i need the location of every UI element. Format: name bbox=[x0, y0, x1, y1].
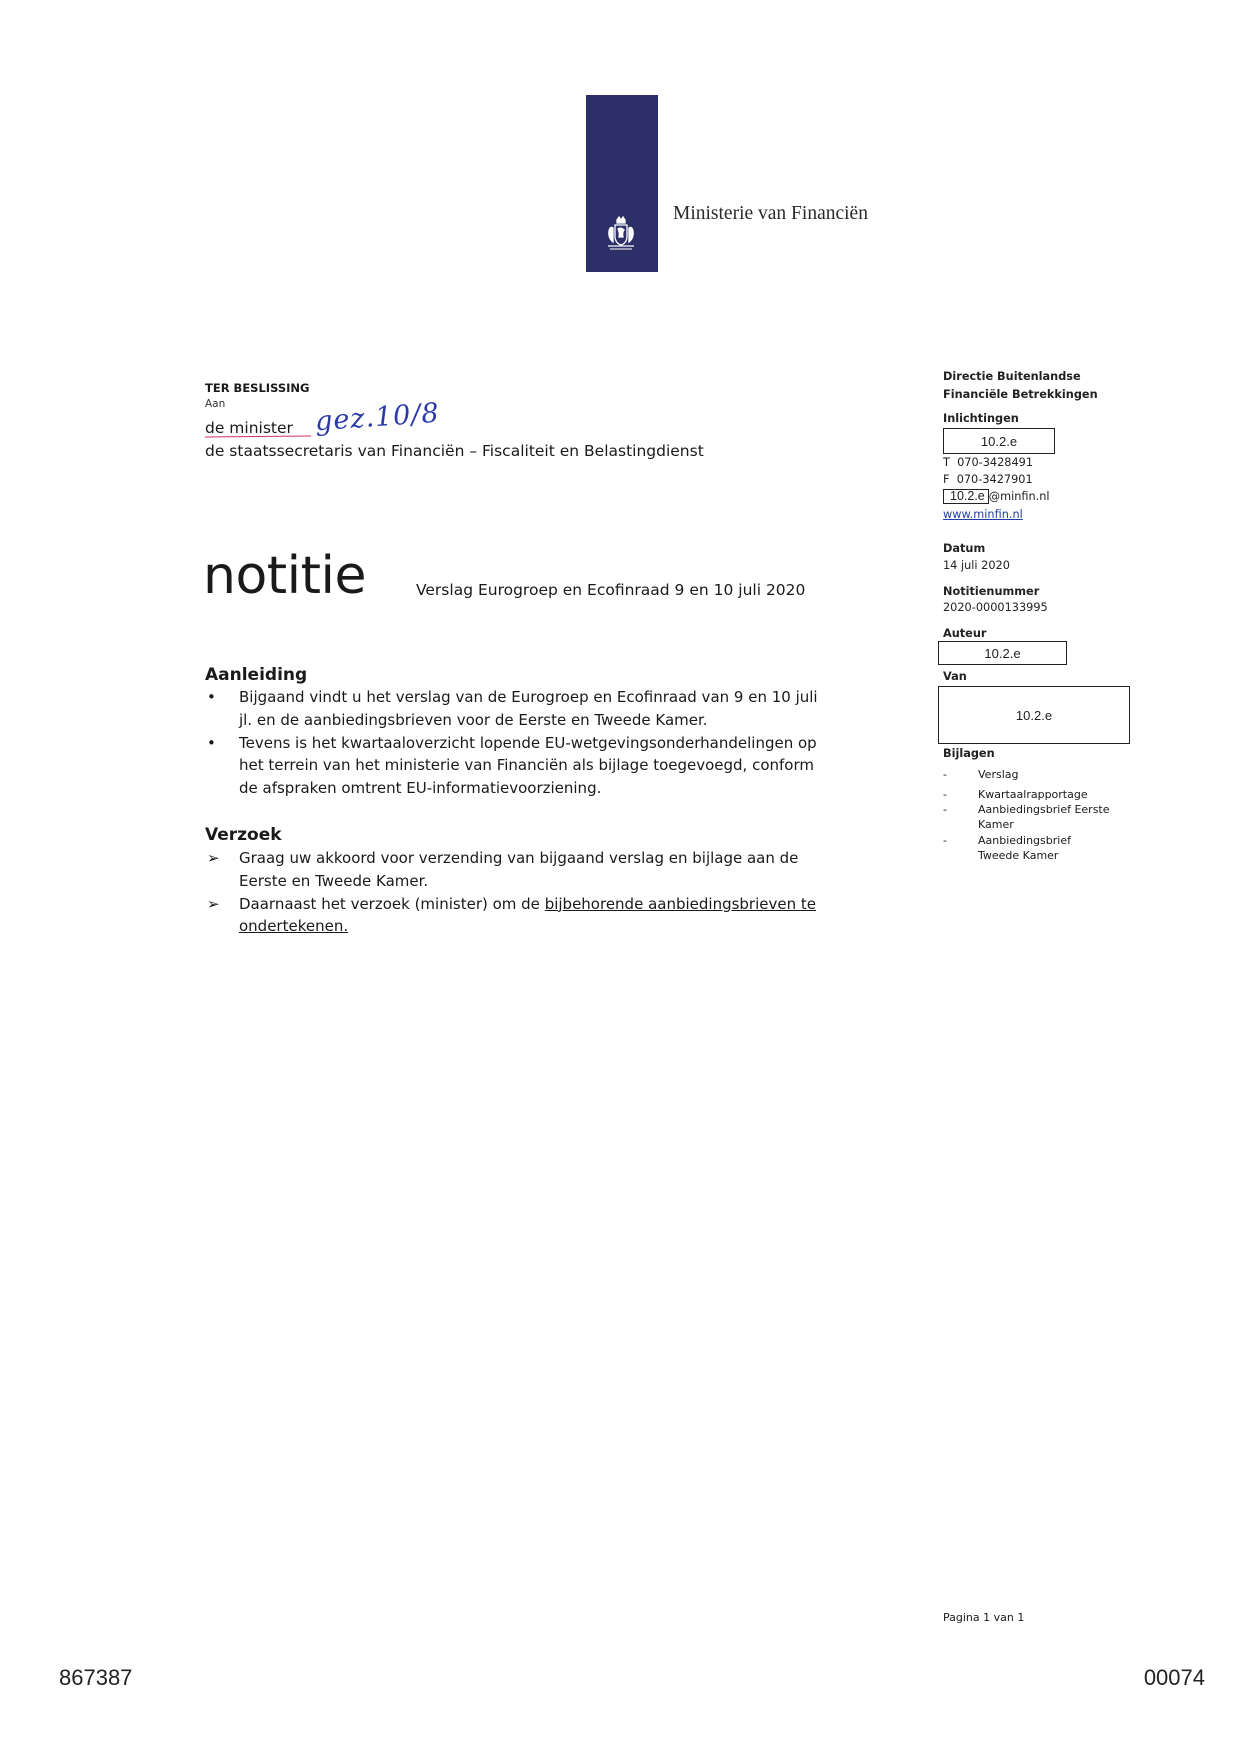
request-text: Daarnaast het verzoek (minister) om de bbox=[239, 894, 545, 913]
van-label: Van bbox=[943, 670, 967, 683]
document-number-right: 00074 bbox=[1143, 1665, 1205, 1690]
list-item-line bbox=[239, 915, 816, 938]
redacted-contact: 10.2.e bbox=[943, 428, 1055, 454]
auteur-label: Auteur bbox=[943, 627, 987, 640]
list-item-line: Graag uw akkoord voor verzending van bijgaand verslag en bijlage aan de bbox=[239, 849, 799, 867]
dash-icon: - bbox=[943, 768, 947, 781]
list-item-line: jl. en de aanbiedingsbrieven voor de Eerste en Tweede Kamer. bbox=[239, 710, 708, 729]
arrow-bullet-icon: ➢ bbox=[207, 894, 220, 913]
list-item bbox=[205, 893, 816, 939]
website-link[interactable]: www.minfin.nl bbox=[943, 508, 1023, 521]
recipient-minister: de minister bbox=[205, 419, 293, 437]
list-item-line: de afspraken omtrent EU-informatievoorziening. bbox=[239, 779, 602, 798]
dash-icon: - bbox=[943, 803, 947, 816]
decision-status: TER BESLISSING bbox=[205, 381, 310, 395]
list-item-line: het terrein van het ministerie van Financiën als bijlage toegevoegd, conform bbox=[239, 756, 814, 775]
list-item bbox=[205, 847, 816, 893]
fax-prefix: F bbox=[943, 473, 950, 486]
bijlagen-label: Bijlagen bbox=[943, 747, 995, 760]
coat-of-arms-icon bbox=[600, 212, 642, 254]
dash-icon: - bbox=[943, 834, 947, 847]
redacted-sender: 10.2.e bbox=[938, 686, 1130, 744]
email-line bbox=[943, 488, 1050, 505]
bullet-icon: • bbox=[207, 688, 216, 706]
phone-prefix: T bbox=[943, 456, 950, 469]
recipient-staatssecretaris: de staatssecretaris van Financiën – Fiscaliteit en Belastingdienst bbox=[205, 442, 704, 460]
fax-line bbox=[943, 471, 1033, 488]
list-item bbox=[205, 686, 818, 732]
phone-number: 070-3428491 bbox=[957, 456, 1034, 469]
page-number: Pagina 1 van 1 bbox=[943, 1611, 1025, 1624]
list-item-line bbox=[239, 893, 816, 916]
underlined-request-text: bijbehorende aanbiedingsbrieven te bbox=[544, 894, 816, 913]
datum-value: 14 juli 2020 bbox=[943, 559, 1010, 572]
bullet-icon: • bbox=[207, 733, 216, 752]
dash-icon: - bbox=[943, 788, 947, 801]
fax-number: 070-3427901 bbox=[956, 473, 1033, 486]
aan-label: Aan bbox=[205, 398, 226, 410]
redacted-email: 10.2.e bbox=[943, 489, 989, 504]
department-line: Directie Buitenlandse bbox=[943, 370, 1081, 383]
list-item-line: Bijgaand vindt u het verslag van de Eurogroep en Ecofinraad van 9 en 10 juli bbox=[239, 688, 818, 706]
department-line: Financiële Betrekkingen bbox=[943, 388, 1098, 401]
attachment-label: Verslag bbox=[978, 768, 1019, 781]
phone-line bbox=[943, 454, 1033, 471]
email-domain: @minfin.nl bbox=[988, 490, 1050, 503]
document-type-title: notitie bbox=[203, 546, 366, 606]
notitienummer-value: 2020-0000133995 bbox=[943, 601, 1048, 614]
department-block bbox=[943, 368, 1098, 404]
list-item bbox=[205, 732, 818, 800]
attachment-label: Aanbiedingsbrief bbox=[978, 834, 1071, 847]
pen-underline bbox=[205, 435, 311, 437]
attachment-label: Aanbiedingsbrief Eerste bbox=[978, 803, 1110, 816]
redacted-author: 10.2.e bbox=[938, 641, 1067, 665]
arrow-bullet-icon: ➢ bbox=[207, 849, 220, 867]
list-item-line: Tevens is het kwartaaloverzicht lopende EU-wetgevingsonderhandelingen op bbox=[239, 733, 817, 752]
document-number-left: 867387 bbox=[59, 1665, 133, 1690]
handwritten-initials: gez.10/8 bbox=[314, 397, 441, 438]
document-subject: Verslag Eurogroep en Ecofinraad 9 en 10 juli 2020 bbox=[416, 581, 806, 599]
ministry-name: Ministerie van Financiën bbox=[673, 203, 868, 224]
aanleiding-list bbox=[205, 686, 818, 800]
notitienummer-label: Notitienummer bbox=[943, 585, 1040, 598]
verzoek-list bbox=[205, 847, 816, 938]
section-heading-aanleiding: Aanleiding bbox=[205, 665, 308, 685]
section-heading-verzoek: Verzoek bbox=[205, 825, 282, 845]
underlined-request-text: ondertekenen. bbox=[239, 917, 349, 936]
attachment-label: Kwartaalrapportage bbox=[978, 788, 1088, 801]
inlichtingen-label: Inlichtingen bbox=[943, 412, 1019, 425]
attachment-label: Tweede Kamer bbox=[978, 849, 1059, 862]
datum-label: Datum bbox=[943, 542, 986, 555]
list-item-line: Eerste en Tweede Kamer. bbox=[239, 871, 429, 890]
attachment-label: Kamer bbox=[978, 818, 1014, 831]
